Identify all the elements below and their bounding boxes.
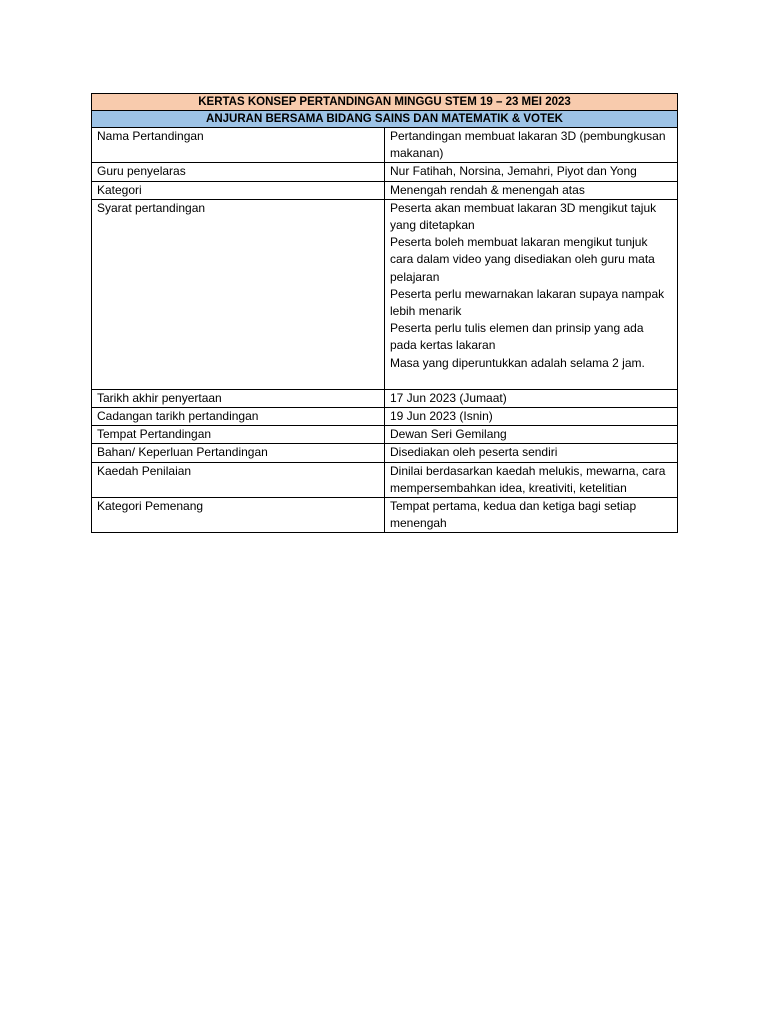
row-label-pemenang: Kategori Pemenang [92, 498, 385, 533]
row-value-nama: Pertandingan membuat lakaran 3D (pembungkusan makanan) [385, 128, 678, 163]
row-value-tarikh-akhir: 17 Jun 2023 (Jumaat) [385, 389, 678, 407]
table-row [92, 426, 678, 444]
concept-paper-table [91, 93, 678, 533]
row-value-kaedah: Dinilai berdasarkan kaedah melukis, mewarna, cara mempersembahkan idea, kreativiti, ketelitian [385, 462, 678, 497]
cell-spacer [390, 372, 672, 389]
row-label-tarikh-akhir: Tarikh akhir penyertaan [92, 389, 385, 407]
row-label-nama: Nama Pertandingan [92, 128, 385, 163]
condition-item: Peserta akan membuat lakaran 3D mengikut tajuk yang ditetapkan [390, 200, 657, 233]
row-label-kaedah: Kaedah Penilaian [92, 462, 385, 497]
subtitle-row [92, 111, 678, 128]
row-value-guru: Nur Fatihah, Norsina, Jemahri, Piyot dan Yong [385, 163, 678, 181]
table-row [92, 444, 678, 462]
table-row [92, 462, 678, 497]
table-row [92, 181, 678, 199]
row-value-kategori: Menengah rendah & menengah atas [385, 181, 678, 199]
row-value-cadangan: 19 Jun 2023 (Isnin) [385, 408, 678, 426]
document-subtitle: ANJURAN BERSAMA BIDANG SAINS DAN MATEMATIK & VOTEK [92, 111, 678, 128]
table-row [92, 389, 678, 407]
table-row [92, 199, 678, 389]
row-label-kategori: Kategori [92, 181, 385, 199]
row-label-syarat: Syarat pertandingan [92, 199, 385, 389]
table-row [92, 163, 678, 181]
document-title: KERTAS KONSEP PERTANDINGAN MINGGU STEM 19 – 23 MEI 2023 [92, 94, 678, 111]
condition-item: Peserta perlu tulis elemen dan prinsip yang ada pada kertas lakaran [390, 321, 644, 353]
row-value-pemenang: Tempat pertama, kedua dan ketiga bagi setiap menengah [385, 498, 678, 533]
row-value-syarat [385, 199, 678, 389]
row-value-bahan: Disediakan oleh peserta sendiri [385, 444, 678, 462]
condition-item: Masa yang diperuntukkan adalah selama 2 jam. [390, 355, 645, 370]
row-value-tempat: Dewan Seri Gemilang [385, 426, 678, 444]
row-label-cadangan: Cadangan tarikh pertandingan [92, 408, 385, 426]
row-label-tempat: Tempat Pertandingan [92, 426, 385, 444]
table-row [92, 498, 678, 533]
row-label-guru: Guru penyelaras [92, 163, 385, 181]
condition-item: Peserta perlu mewarnakan lakaran supaya nampak lebih menarik [390, 286, 665, 319]
table-row [92, 408, 678, 426]
title-row [92, 94, 678, 111]
row-label-bahan: Bahan/ Keperluan Pertandingan [92, 444, 385, 462]
condition-item: Peserta boleh membuat lakaran mengikut tunjuk cara dalam video yang disediakan oleh guru mata pelajaran [390, 235, 655, 284]
table-row [92, 128, 678, 163]
